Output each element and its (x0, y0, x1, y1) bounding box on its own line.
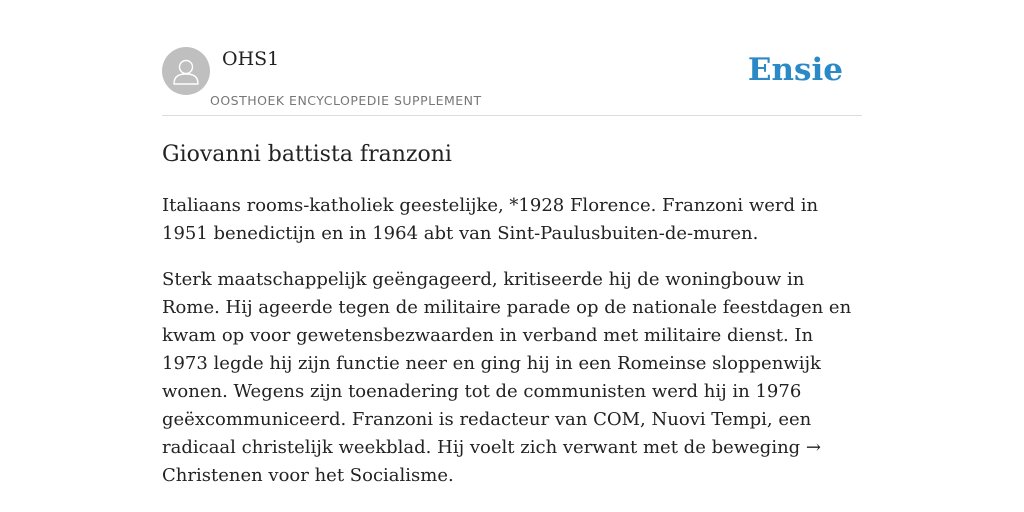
article-paragraph: Italiaans rooms-katholiek geestelijke, *1928 Florence. Franzoni werd in 1951 benedictijn en in 1964 abt van Sint-Paulusbuiten-de-muren. (162, 195, 819, 244)
publication-name[interactable]: OOSTHOEK ENCYCLOPEDIE SUPPLEMENT (210, 93, 482, 108)
article-body (162, 192, 862, 508)
page-header (162, 40, 862, 116)
author-avatar[interactable] (162, 47, 210, 95)
article-title: Giovanni battista franzoni (162, 142, 452, 167)
user-icon (162, 47, 210, 95)
brand-logo[interactable]: Ensie (747, 52, 843, 88)
article-paragraph: Sterk maatschappelijk geëngageerd, kritiseerde hij de woningbouw in Rome. Hij ageerde tegen de militaire parade op de nationale feestdagen en kwam op voor gewetensbezwaarden in verband met militaire dienst. In 1973 legde hij zijn functie neer en ging hij in een Romeinse sloppenwijk wonen. Wegens zijn toenadering tot de communisten werd hij in 1976 geëxcommuniceerd. Franzoni is redacteur van COM, Nuovi Tempi, een radicaal christelijk weekblad. Hij voelt zich verwant met de beweging → Christenen voor het Socialisme. (162, 269, 852, 486)
author-name[interactable]: OHS1 (222, 48, 280, 70)
